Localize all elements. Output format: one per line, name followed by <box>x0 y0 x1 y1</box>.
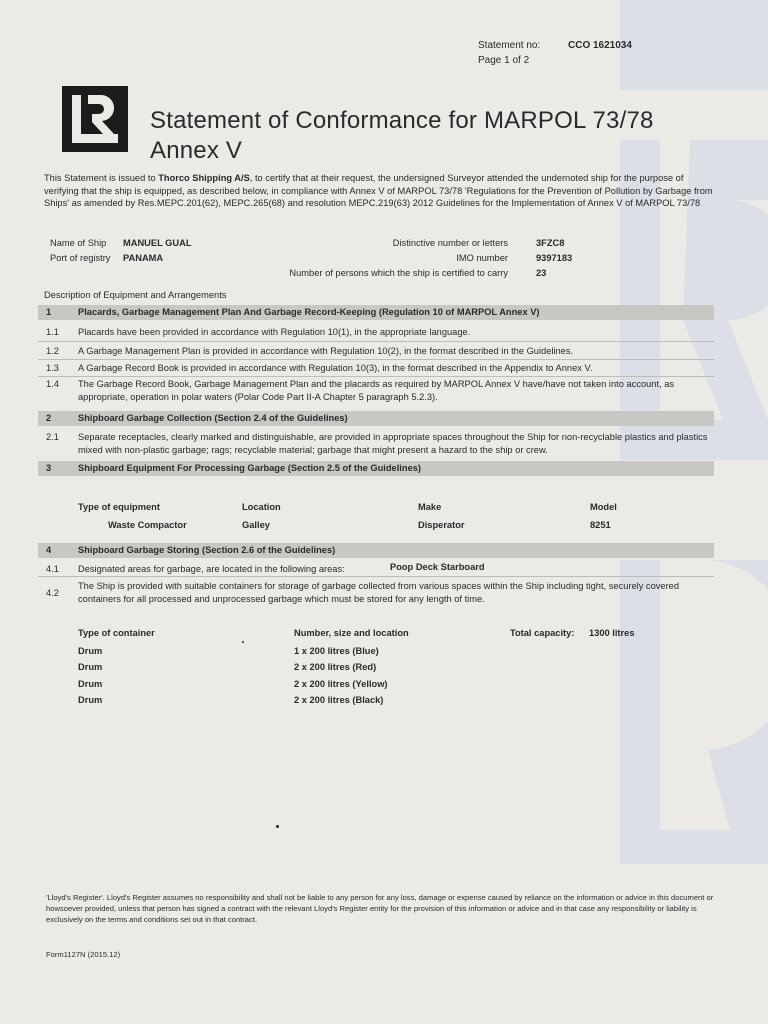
lr-logo <box>62 86 128 152</box>
section-title: Shipboard Garbage Storing (Section 2.6 of the Guidelines) <box>78 545 336 555</box>
ship-name: MANUEL GUAL <box>123 238 192 248</box>
intro-after: , to certify that at their request, the undersigned Surveyor attended the undernoted ship for the purpose of verifying that the ship is equipped, as described below, in compliance with Annex V of MARPOL 73/78 'Regulations for the Prevention of Pollution by Garbage from Ships' as amended by Res.MEPC.201(62), MEPC.265(68) and resolution MEPC.219(63) 2012 Guidelines for the Implementation of Annex V of MARPOL 73/78 <box>44 173 713 209</box>
disclaimer-footer: 'Lloyd's Register'. Lloyd's Register assumes no responsibility and shall not be liable to any person for any loss, damage or expense caused by reliance on the information or advice in this document or howsoever provided, unless that person has signed a contract with the relevant Lloyd's Register entity for the provision of this information or advice and in that case any responsibility or liability is exclusively on the terms and conditions set out in that contract. <box>46 893 714 924</box>
equip-header-location: Location <box>242 502 281 512</box>
item-number: 1.2 <box>46 346 59 356</box>
ship-right-values <box>536 236 572 281</box>
container-number: 2 x 200 litres (Red) <box>294 662 377 672</box>
section-2-header <box>38 411 714 426</box>
item-text: Placards have been provided in accordance with Regulation 10(1), in the appropriate language. <box>78 327 471 337</box>
container-type: Drum <box>78 679 103 689</box>
container-type: Drum <box>78 662 103 672</box>
equip-make: Disperator <box>418 520 465 530</box>
container-type-header: Type of container <box>78 628 155 638</box>
item-text: The Garbage Record Book, Garbage Management Plan and the placards as required by MARPOL Annex V have/have not taken into account, as appropriate, operation in polar waters (Polar Code Part II-A Chapter 5 paragraph 5.2.3). <box>78 379 675 402</box>
form-number: Form1127N (2015.12) <box>46 950 121 959</box>
intro-before: This Statement is issued to <box>44 173 159 183</box>
container-number: 2 x 200 litres (Yellow) <box>294 679 388 689</box>
equip-location: Galley <box>242 520 270 530</box>
page-indicator: Page 1 of 2 <box>478 55 530 66</box>
total-capacity-label: Total capacity: <box>510 628 575 638</box>
item-number: 1.1 <box>46 327 59 337</box>
container-type: Drum <box>78 646 103 656</box>
section-number: 4 <box>46 545 52 555</box>
section-title: Shipboard Equipment For Processing Garbage (Section 2.5 of the Guidelines) <box>78 463 422 473</box>
scan-speck <box>242 641 244 643</box>
container-number: 1 x 200 litres (Blue) <box>294 646 379 656</box>
port-label: Port of registry <box>50 253 111 263</box>
equip-header-make: Make <box>418 502 442 512</box>
statement-no: CCO 1621034 <box>568 40 632 51</box>
document-title <box>150 106 654 166</box>
divider <box>38 576 714 577</box>
equip-header-type: Type of equipment <box>78 502 160 512</box>
section-4-header <box>38 543 714 558</box>
divider <box>38 341 714 342</box>
item-number: 4.1 <box>46 564 59 574</box>
divider <box>38 376 714 377</box>
description-label: Description of Equipment and Arrangements <box>44 290 227 300</box>
item-text: A Garbage Management Plan is provided in accordance with Regulation 10(2), in the format described in the Guidelines. <box>78 346 574 356</box>
section-number: 1 <box>46 307 52 317</box>
persons-label: Number of persons which the ship is certified to carry <box>289 268 508 278</box>
item-text: Designated areas for garbage, are located in the following areas: <box>78 564 345 574</box>
section-1-header <box>38 305 714 320</box>
equip-type: Waste Compactor <box>108 520 187 530</box>
distinctive-label: Distinctive number or letters <box>392 238 508 248</box>
item-text: Separate receptacles, clearly marked and distinguishable, are provided in appropriate spaces throughout the Ship for non-recyclable plastics and plastics mixed with non-plastic garbage; rags; recyclable material; garbage that might present a hazard to the ship or crew. <box>78 432 708 455</box>
container-number-header: Number, size and location <box>294 628 409 638</box>
equip-header-model: Model <box>590 502 617 512</box>
ship-name-label: Name of Ship <box>50 238 107 248</box>
section-number: 3 <box>46 463 52 473</box>
persons-value: 23 <box>536 268 547 278</box>
intro-paragraph <box>44 172 714 210</box>
item-number: 1.4 <box>46 379 59 389</box>
statement-meta <box>478 38 632 68</box>
section-title: Placards, Garbage Management Plan And Garbage Record-Keeping (Regulation 10 of MARPOL Annex V) <box>78 307 540 317</box>
container-type: Drum <box>78 695 103 705</box>
ship-right-labels <box>283 236 508 281</box>
item-number: 4.2 <box>46 588 59 598</box>
ship-left <box>50 236 192 266</box>
section-number: 2 <box>46 413 52 423</box>
section-3-header <box>38 461 714 476</box>
section-title: Shipboard Garbage Collection (Section 2.4 of the Guidelines) <box>78 413 348 423</box>
statement-no-label: Statement no: <box>478 40 541 51</box>
item-text: The Ship is provided with suitable containers for storage of garbage collected from various spaces within the Ship including tight, securely covered containers for all processed and unprocessed garbage which must be stored for any length of time. <box>78 581 680 604</box>
equip-model: 8251 <box>590 520 611 530</box>
container-number: 2 x 200 litres (Black) <box>294 695 384 705</box>
scan-speck <box>276 825 279 828</box>
divider <box>38 359 714 360</box>
title-line-2: Annex V <box>150 137 243 164</box>
imo-value: 9397183 <box>536 253 573 263</box>
port-of-registry: PANAMA <box>123 253 164 263</box>
imo-label: IMO number <box>456 253 508 263</box>
intro-company: Thorco Shipping A/S <box>158 173 250 183</box>
item-number: 2.1 <box>46 432 59 442</box>
title-line-1: Statement of Conformance for MARPOL 73/78 <box>150 107 654 134</box>
total-capacity: 1300 litres <box>589 628 635 638</box>
item-text: A Garbage Record Book is provided in accordance with Regulation 10(3), in the format described in the Appendix to Annex V. <box>78 363 593 373</box>
distinctive-value: 3FZC8 <box>536 238 565 248</box>
garbage-area: Poop Deck Starboard <box>390 562 485 572</box>
item-number: 1.3 <box>46 363 59 373</box>
